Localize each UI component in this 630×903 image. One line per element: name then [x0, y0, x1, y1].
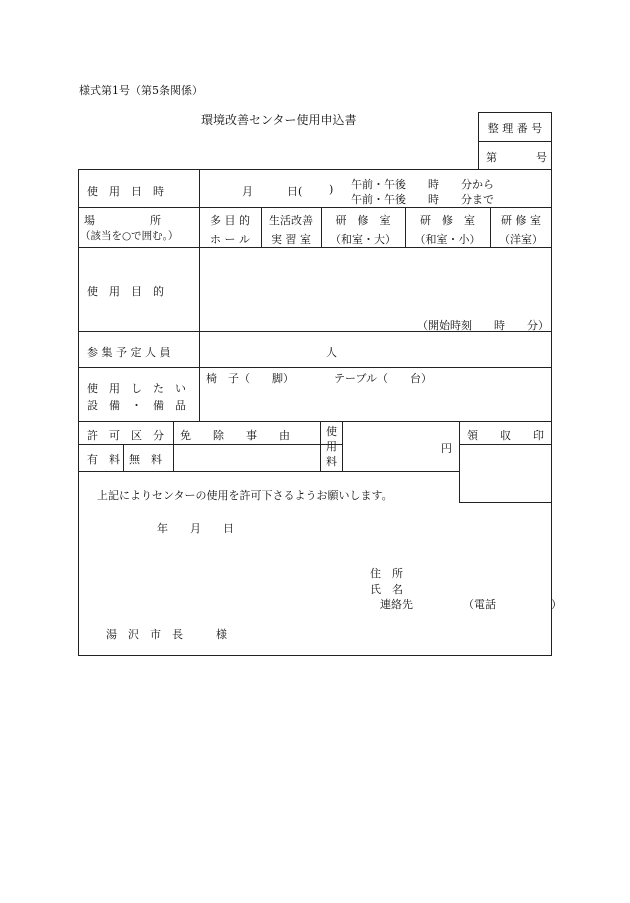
- equipment-label-line2: 設 備 ・ 備 品: [87, 399, 186, 412]
- usage-day: 日(: [287, 185, 303, 198]
- place-note: （該当を○で囲む。）: [80, 230, 179, 242]
- form-number: 様式第1号（第5条関係）: [79, 84, 203, 97]
- permission-label: 許 可 区 分: [87, 429, 164, 442]
- place-option-western[interactable]: 研 修 室 （洋室）: [499, 214, 543, 246]
- fee-yen: 円: [441, 442, 452, 455]
- usage-time-to: 午前・午後 時 分まで: [351, 193, 494, 206]
- permission-paid[interactable]: 有 料: [87, 453, 120, 466]
- applicant-contact-label: 連絡先: [380, 598, 413, 611]
- permission-free[interactable]: 無 料: [129, 453, 162, 466]
- applicant-phone: （電話 ）: [463, 598, 562, 611]
- equipment-label-line1: 使 用 し た い: [87, 382, 186, 395]
- usage-month: 月: [242, 185, 253, 198]
- attendees-unit: 人: [326, 346, 337, 359]
- usage-time-from: 午前・午後 時 分から: [351, 178, 494, 191]
- receipt-stamp-label: 領 収 印: [467, 429, 544, 442]
- request-text: 上記によりセンターの使用を許可下さるようお願いします。: [97, 489, 393, 502]
- receipt-stamp-area[interactable]: [460, 445, 551, 501]
- fee-label: 使 用 料: [326, 425, 337, 468]
- date-line: 年 月 日: [157, 522, 234, 535]
- registry-dai: 第: [486, 151, 497, 164]
- usage-day-close: ): [329, 183, 334, 196]
- attendees-label: 参 集 予 定 人 員: [87, 346, 171, 359]
- place-label: 場 所: [84, 214, 161, 227]
- place-option-japanese-small[interactable]: 研 修 室 （和室・小）: [414, 214, 481, 246]
- equipment-tables: テーブル（ 台）: [334, 372, 433, 385]
- place-option-kitchen[interactable]: 生活改善 実 習 室: [269, 214, 313, 246]
- equipment-chairs: 椅 子（ 脚）: [206, 372, 294, 385]
- exemption-reason-field[interactable]: [174, 445, 320, 470]
- applicant-address-label: 住 所: [370, 567, 403, 580]
- registry-go: 号: [536, 151, 547, 164]
- applicant-name-label: 氏 名: [370, 583, 403, 596]
- addressee: 湯 沢 市 長 様: [106, 628, 227, 641]
- place-option-hall[interactable]: 多 目 的 ホ ー ル: [210, 214, 250, 246]
- registry-label: 整 理 番 号: [487, 122, 543, 135]
- place-option-japanese-large[interactable]: 研 修 室 （和室・大）: [330, 214, 396, 246]
- usage-datetime-label: 使 用 日 時: [87, 185, 164, 198]
- purpose-label: 使 用 目 的: [87, 285, 164, 298]
- purpose-start-time: （開始時刻 時 分）: [417, 319, 549, 332]
- form-title: 環境改善センター使用申込書: [201, 113, 357, 127]
- exemption-reason-label: 免 除 事 由: [180, 429, 290, 442]
